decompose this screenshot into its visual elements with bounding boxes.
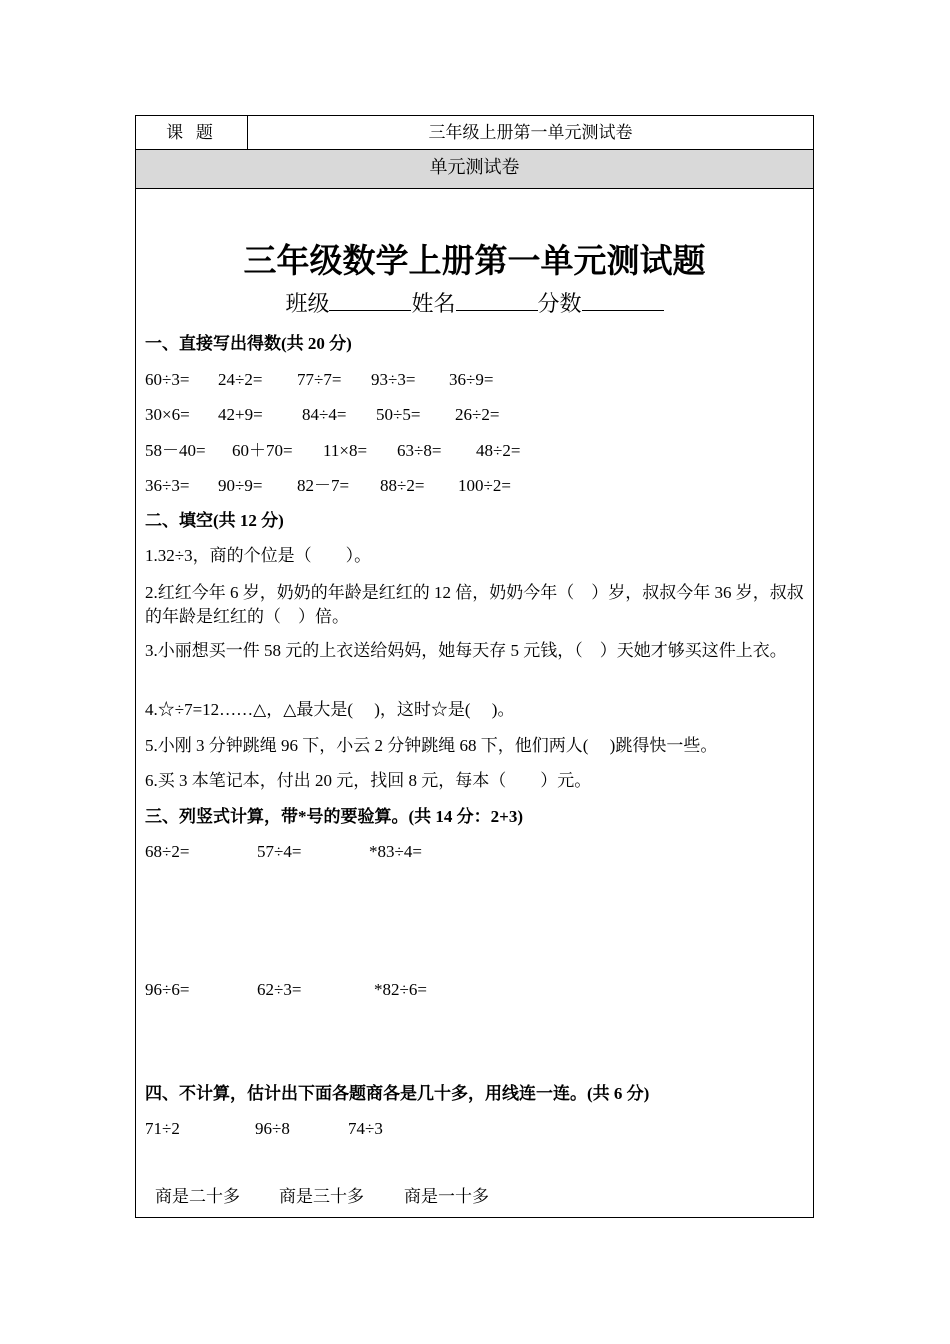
class-blank[interactable] — [329, 290, 411, 311]
arith-item: 50÷5= — [376, 405, 421, 424]
arith-item: 60÷3= — [145, 370, 190, 389]
arith-item: 77÷7= — [297, 370, 342, 389]
fill-item-5: 5.小刚 3 分钟跳绳 96 下，小云 2 分钟跳绳 68 下，他们两人( )跳得快一些。 — [145, 736, 718, 755]
unit-test-bar: 单元测试卷 — [136, 150, 813, 189]
fill-item-1: 1.32÷3，商的个位是（ ）。 — [145, 546, 372, 565]
section-2-heading: 二、填空(共 12 分) — [145, 511, 284, 530]
subject-value: 三年级上册第一单元测试卷 — [428, 123, 633, 142]
arith-item: 100÷2= — [458, 476, 511, 495]
vertical-calc-item: 62÷3= — [257, 980, 302, 999]
arith-item: 26÷2= — [455, 405, 500, 424]
worksheet — [135, 115, 814, 1218]
fill-item-4: 4.☆÷7=12……△，△最大是( )，这时☆是( )。 — [145, 700, 515, 719]
section-1-heading: 一、直接写出得数(共 20 分) — [145, 334, 352, 353]
score-label: 分数 — [537, 291, 582, 316]
page-title: 三年级数学上册第一单元测试题 — [243, 241, 706, 280]
arith-item: 24÷2= — [218, 370, 263, 389]
arith-item: 84÷4= — [302, 405, 347, 424]
estimate-answer: 商是一十多 — [404, 1187, 489, 1206]
arith-item: 48÷2= — [476, 441, 521, 460]
test-content — [136, 189, 813, 1217]
vertical-calc-item: 96÷6= — [145, 980, 190, 999]
vertical-calc-item: 68÷2= — [145, 842, 190, 861]
fill-item-6: 6.买 3 本笔记本，付出 20 元，找回 8 元，每本（ ）元。 — [145, 771, 592, 790]
class-label: 班级 — [285, 291, 330, 316]
estimate-expr: 71÷2 — [145, 1119, 180, 1138]
estimate-expr: 74÷3 — [348, 1119, 383, 1138]
section-4-heading: 四、不计算，估计出下面各题商各是几十多，用线连一连。(共 6 分) — [145, 1084, 650, 1103]
name-blank[interactable] — [456, 290, 538, 311]
arith-item: 82－7= — [297, 476, 350, 495]
arith-item: 90÷9= — [218, 476, 263, 495]
vertical-calc-item: *83÷4= — [369, 842, 422, 861]
fill-item-2: 2.红红今年 6 岁，奶奶的年龄是红红的 12 倍，奶奶今年（ ）岁，叔叔今年 36 岁，叔叔的年龄是红红的（ ）倍。 — [145, 583, 804, 626]
arith-item: 63÷8= — [397, 441, 442, 460]
estimate-answer: 商是三十多 — [279, 1187, 364, 1206]
arith-item: 36÷9= — [449, 370, 494, 389]
arith-item: 42+9= — [218, 405, 263, 424]
estimate-answer: 商是二十多 — [155, 1187, 240, 1206]
score-blank[interactable] — [582, 290, 664, 311]
fill-item-3: 3.小丽想买一件 58 元的上衣送给妈妈，她每天存 5 元钱，（ ）天她才够买这件上衣。 — [145, 641, 787, 660]
vertical-calc-item: *82÷6= — [374, 980, 427, 999]
arith-item: 58－40= — [145, 441, 206, 460]
arith-item: 36÷3= — [145, 476, 190, 495]
vertical-calc-item: 57÷4= — [257, 842, 302, 861]
arith-item: 88÷2= — [380, 476, 425, 495]
arith-item: 30×6= — [145, 405, 190, 424]
subject-label: 课 题 — [136, 116, 248, 149]
estimate-expr: 96÷8 — [255, 1119, 290, 1138]
arith-item: 11×8= — [323, 441, 368, 460]
section-3-heading: 三、列竖式计算，带*号的要验算。(共 14 分：2+3) — [145, 807, 524, 826]
student-info — [136, 289, 813, 319]
arith-item: 93÷3= — [371, 370, 416, 389]
arith-item: 60＋70= — [232, 441, 293, 460]
header-row — [136, 116, 813, 150]
name-label: 姓名 — [411, 291, 456, 316]
